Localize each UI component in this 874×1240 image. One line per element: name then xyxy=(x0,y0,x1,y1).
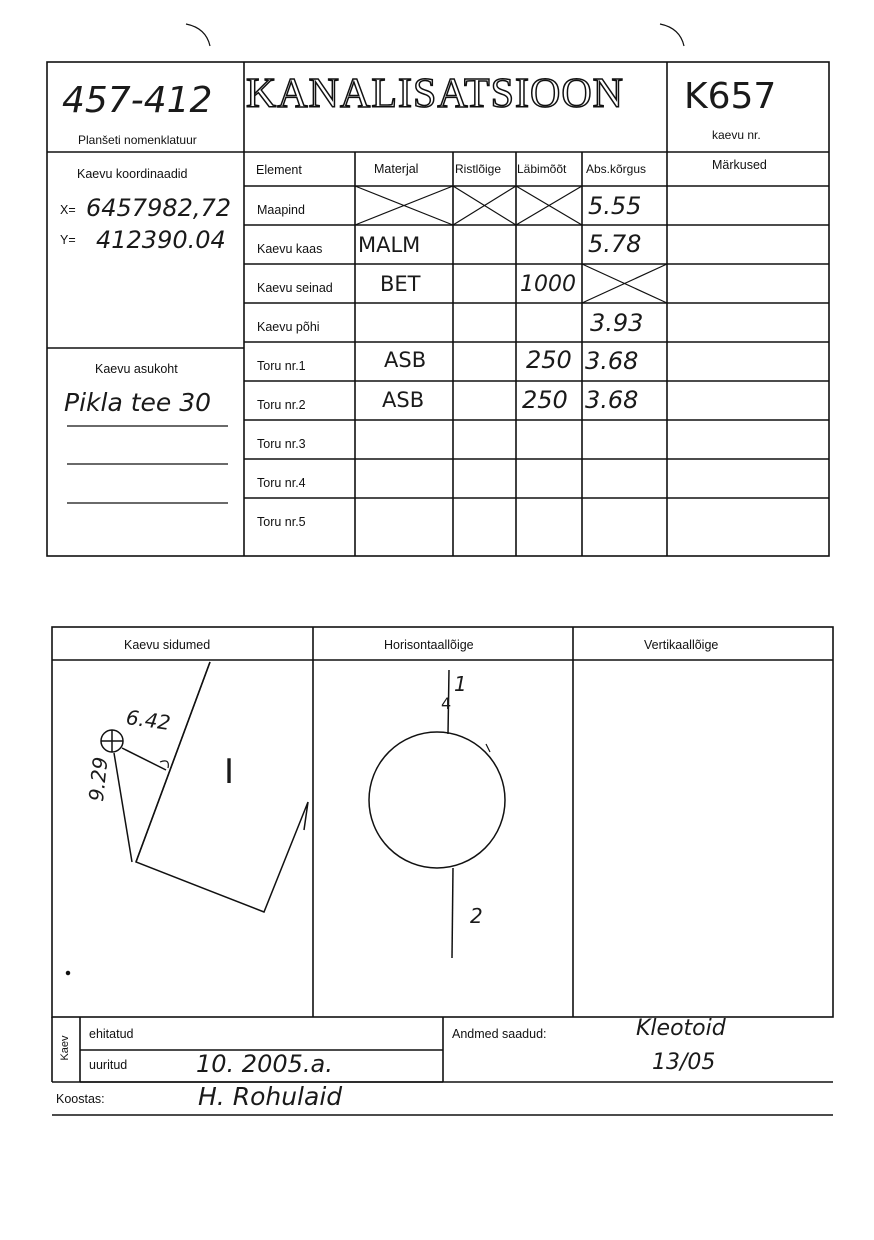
row-label-kaevu-pohi: Kaevu põhi xyxy=(257,320,320,334)
site-sketch xyxy=(67,662,309,975)
row-label-toru-5: Toru nr.5 xyxy=(257,515,306,529)
pipe-top-label: 1 xyxy=(454,672,467,696)
panel-title-vertikaalloige: Vertikaallõige xyxy=(644,638,719,652)
col-header-ristloige: Ristlõige xyxy=(455,162,502,176)
row-label-maapind: Maapind xyxy=(257,203,305,217)
coords-label: Kaevu koordinaadid xyxy=(77,167,188,181)
well-number-label: kaevu nr. xyxy=(712,128,761,142)
materjal-kaevu-kaas: MALM xyxy=(358,233,421,257)
tie-distance-a: 6.42 xyxy=(124,705,172,735)
abs-kaevu-pohi: 3.93 xyxy=(590,309,644,337)
labimoot-kaevu-seinad: 1000 xyxy=(520,272,576,297)
abs-toru-1: 3.68 xyxy=(585,347,639,375)
andmed-label: Andmed saadud: xyxy=(452,1027,547,1041)
nomenclature-value: 457-412 xyxy=(62,80,213,121)
uuritud-value: 10. 2005.a. xyxy=(196,1050,333,1078)
well-number-value: K657 xyxy=(684,76,777,117)
abs-kaevu-kaas: 5.78 xyxy=(588,230,642,258)
panel-title-kaevu-sidumed: Kaevu sidumed xyxy=(124,638,211,652)
row-label-kaevu-seinad: Kaevu seinad xyxy=(257,281,333,295)
uuritud-label: uuritud xyxy=(89,1058,128,1072)
koostas-value: H. Rohulaid xyxy=(198,1082,343,1111)
andmed-value: Kleotoid xyxy=(636,1016,726,1041)
nomenclature-label: Planšeti nomenklatuur xyxy=(78,133,197,147)
location-label: Kaevu asukoht xyxy=(95,362,178,376)
coord-x-label: X= xyxy=(60,203,76,217)
materjal-toru-1: ASB xyxy=(384,348,427,372)
materjal-toru-2: ASB xyxy=(382,388,425,412)
coord-x-value: 6457982,72 xyxy=(86,194,232,222)
row-label-toru-2: Toru nr.2 xyxy=(257,398,306,412)
horizontal-section-sketch xyxy=(369,670,505,958)
koostas-label: Koostas: xyxy=(56,1092,105,1106)
row-label-toru-4: Toru nr.4 xyxy=(257,476,306,490)
row-label-toru-3: Toru nr.3 xyxy=(257,437,306,451)
col-header-markused: Märkused xyxy=(712,158,767,172)
coord-y-label: Y= xyxy=(60,233,76,247)
panel-title-horisontaalloige: Horisontaallõige xyxy=(384,638,474,652)
labimoot-toru-1: 250 xyxy=(526,346,572,374)
ehitatud-label: ehitatud xyxy=(89,1027,134,1041)
page-title: KANALISATSIOON xyxy=(246,71,624,117)
pipe-bottom-label: 2 xyxy=(470,904,483,928)
pipe-top-number: 4 xyxy=(441,694,452,713)
tie-distance-b: 9.29 xyxy=(84,755,113,803)
location-value: Pikla tee 30 xyxy=(64,388,212,417)
abs-maapind: 5.55 xyxy=(588,192,642,220)
col-header-element: Element xyxy=(256,163,302,177)
row-label-kaevu-kaas: Kaevu kaas xyxy=(257,242,323,256)
col-header-labimoot: Läbimõõt xyxy=(517,162,567,176)
andmed-date: 13/05 xyxy=(652,1050,716,1075)
col-header-materjal: Materjal xyxy=(374,162,419,176)
building-label: I xyxy=(224,752,235,792)
footer-side-label: Kaev xyxy=(59,1035,71,1061)
coord-y-value: 412390.04 xyxy=(96,226,226,254)
col-header-abs-korgus: Abs.kõrgus xyxy=(586,162,647,176)
labimoot-toru-2: 250 xyxy=(522,386,568,414)
abs-toru-2: 3.68 xyxy=(585,386,639,414)
row-label-toru-1: Toru nr.1 xyxy=(257,359,306,373)
materjal-kaevu-seinad: BET xyxy=(380,272,421,296)
